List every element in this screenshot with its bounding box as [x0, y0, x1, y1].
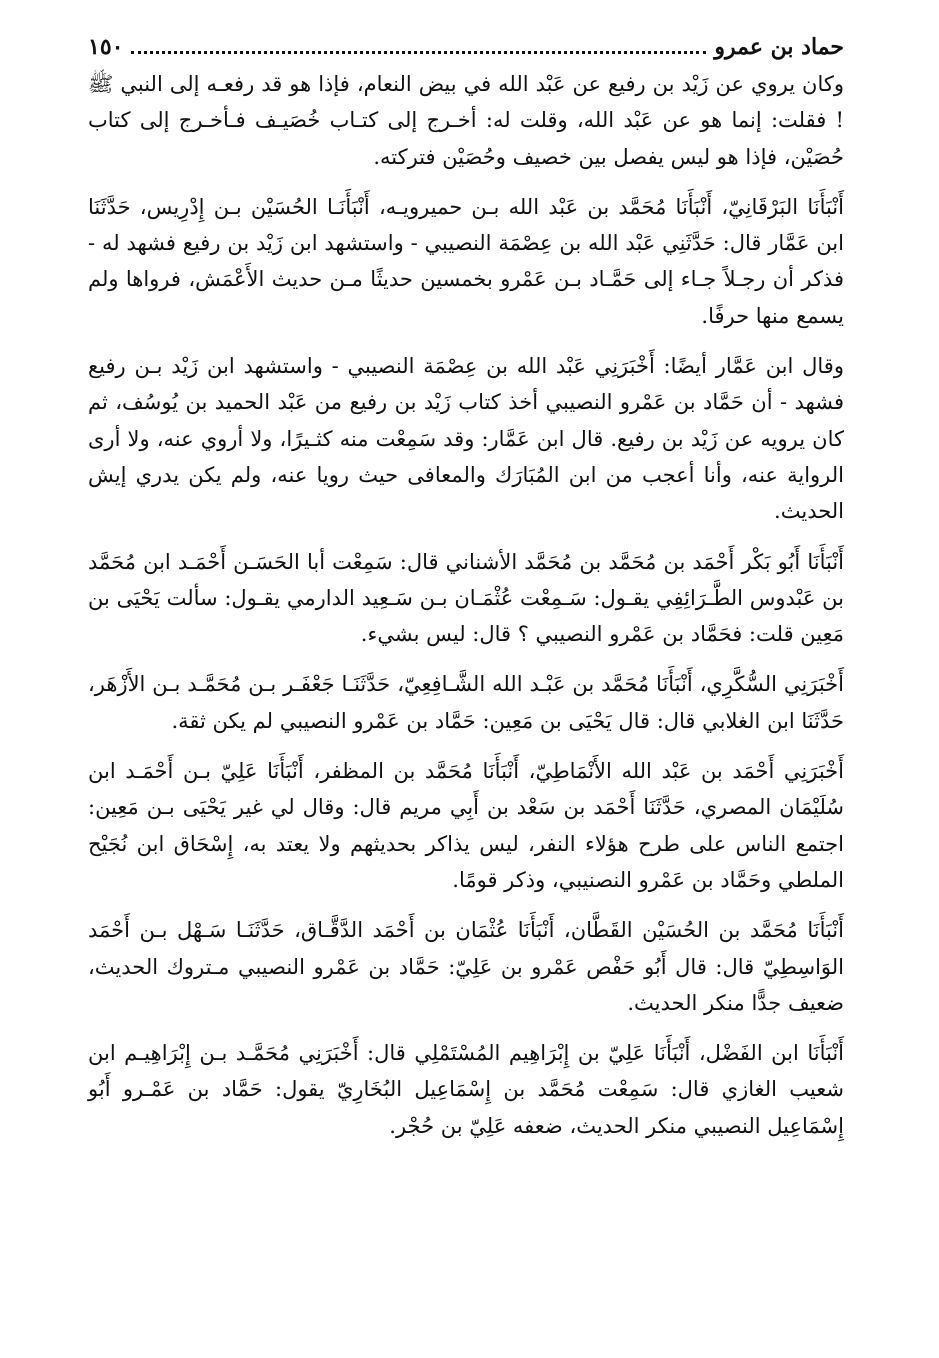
leader-dots [131, 37, 706, 54]
paragraph-8: أَنْبَأَنَا ابن الفَضْل، أَنْبَأَنَا عَلِيّ بن إِبْرَاهِيم المُسْتَمْلِي قال: أَخْبَرَنِي مُحَمَّـد بـن إِبْرَاهِيـم ابن شعيب الغازي قال: سَمِعْت مُحَمَّد بن إِسْمَاعِيل البُخَارِيّ يقول: حَمَّاد بن عَمْـرو أَبُو إِسْمَاعِيل النصيبي منكر الحديث، ضعفه عَلِيّ بن حُجْر. [88, 1041, 844, 1138]
paragraph-3: وقال ابن عَمَّار أيضًا: أَخْبَرَنِي عَبْد الله بن عِصْمَة النصيبي - واستشهد ابن زَيْد بـن رفيع فشهد - أن حَمَّاد بن عَمْرو النصيبي أخذ كتاب زَيْد بن رفيع من عَبْد الحميد بن يُوسُف، ثم كان يرويه عن زَيْد بن رفيع. قال ابن عَمَّار: وقد سَمِعْت منه كثـيرًا، ولا أروي عنه، ولا أرى الرواية عنه، وأنا أعجب من ابن المُبَارَك والمعافى حيث رويا عنه، ولم يكن يدري إيش الحديث. [88, 354, 844, 524]
page-header [88, 30, 844, 66]
page-body [88, 66, 844, 1144]
paragraph-4: أَنْبَأَنَا أَبُو بَكْر أَحْمَد بن مُحَمَّد بن مُحَمَّد الأشناني قال: سَمِعْت أبا الحَسَـن أَحْمَـد ابن مُحَمَّد بن عَبْدوس الطَّـرَائِفِي يقـول: سَـمِعْت عُثْمَـان بـن سَـعِيد الدارمي يقـول: سألت يَحْيَى بن مَعِين قلت: فحَمَّاد بن عَمْرو النصيبي ؟ قال: ليس بشيء. [88, 549, 844, 647]
paragraph-7: أَنْبَأَنَا مُحَمَّد بن الحُسَيْن القَطَّان، أَنْبَأَنَا عُثْمَان بن أَحْمَد الدَّقَّـاق، حَدَّثَنَـا سَـهْل بـن أَحْمَد الوَاسِطِيّ قال: قال أَبُو حَفْص عَمْرو بن عَلِيّ: حَمَّاد بن عَمْرو النصيبي مـتروك الحديث، ضعيف جدًّا منكر الحديث. [88, 918, 844, 1015]
paragraph-2: أَنْبَأَنَا البَرْقَانِيّ، أَنْبَأَنَا مُحَمَّد بن عَبْد الله بـن حميرويـه، أَنْبَأَنَـا الحُسَيْن بـن إِدْرِيس، حَدَّثَنَا ابن عَمَّار قال: حَدَّثَنِي عَبْد الله بن عِصْمَة النصيبي - واستشهد ابن زَيْد بن رفيع فشهد له - فذكر أن رجـلاً جـاء إلى حَمَّـاد بـن عَمْرو بخمسين حديثًا مـن حديث الأَعْمَش، فرواها ولم يسمع منها حرفًا. [88, 194, 844, 328]
paragraph-5: أَخْبَرَنِي السُّكَّرِي، أَنْبَأَنَا مُحَمَّد بن عَبْـد الله الشَّـافِعِيّ، حَدَّثَنَـا جَعْفَـر بـن مُحَمَّـد بـن الأَزْهَر، حَدَّثَنَا ابن الغلابي قال: قال يَحْيَى بن مَعِين: حَمَّاد بن عَمْرو النصيبي لم يكن ثقة. [88, 672, 844, 733]
page-number: ١٥٠ [88, 34, 124, 60]
book-page [88, 30, 844, 1158]
paragraph-1: وكان يروي عن زَيْد بن رفيع عن عَبْد الله في بيض النعام، فإذا هو قد رفعـه إلى النبي ﷺ ! فقلت: إنما هو عن عَبْد الله، وقلت له: أخـرج إلى كتـاب خُصَيـف فـأخـرج إلى كتاب حُصَيْن، فإذا هو ليس يفصل بين خصيف وحُصَيْن فتركته. [88, 72, 844, 169]
running-title: حماد بن عمرو [714, 34, 844, 60]
paragraph-6: أَخْبَرَنِي أَحْمَد بن عَبْد الله الأَنْمَاطِيّ، أَنْبَأَنَا مُحَمَّد بن المظفر، أَنْبَأَنَا عَلِيّ بـن أَحْمَـد ابن سُلَيْمَان المصري، حَدَّثَنَا أَحْمَد بن سَعْد بن أَبِي مريم قال: وقال لي غير يَحْيَى بـن مَعِين: اجتمع الناس على طرح هؤلاء النفر، ليس يذاكر بحديثهم ولا يعتد به، إِسْحَاق ابن نُجَيْح الملطي وحَمَّاد بن عَمْرو النصنيبي، وذكر قومًا. [88, 759, 844, 892]
